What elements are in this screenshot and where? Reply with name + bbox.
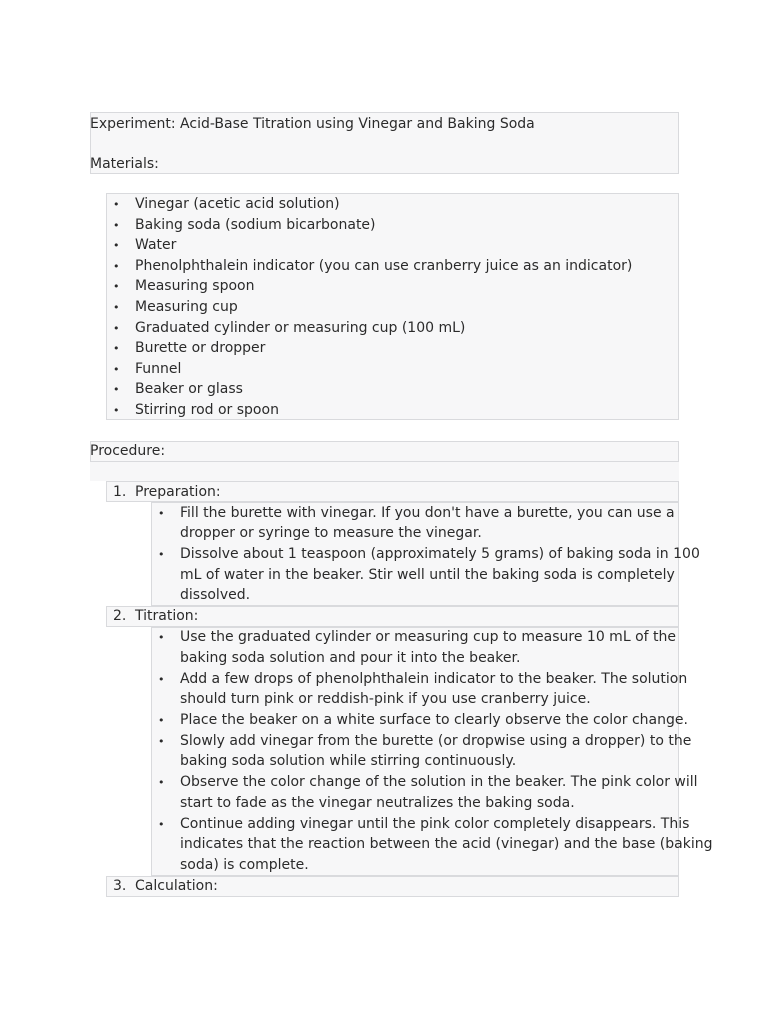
- bullet-line: Add a few drops of phenolphthalein indicator to the beaker. The solution: [180, 671, 688, 687]
- list-bullet: •: [113, 260, 120, 273]
- step-1-title: Preparation:: [135, 484, 221, 500]
- list-item: Beaker or glass: [135, 381, 243, 397]
- procedure-heading-box: [90, 441, 679, 462]
- list-item: Funnel: [135, 361, 182, 377]
- bullet-line: Dissolve about 1 teaspoon (approximately 5 grams) of baking soda in 100: [180, 546, 700, 562]
- spacer-box: [90, 462, 679, 481]
- list-item: Measuring cup: [135, 299, 238, 315]
- list-bullet: •: [113, 383, 120, 396]
- list-bullet: •: [113, 404, 120, 417]
- step-3-title: Calculation:: [135, 878, 218, 894]
- list-bullet: •: [113, 280, 120, 293]
- procedure-heading: Procedure:: [90, 443, 166, 459]
- list-item: Baking soda (sodium bicarbonate): [135, 217, 376, 233]
- list-bullet: •: [158, 507, 165, 520]
- list-item: Phenolphthalein indicator (you can use cranberry juice as an indicator): [135, 258, 633, 274]
- list-bullet: •: [113, 219, 120, 232]
- step-3-number: 3.: [113, 878, 127, 894]
- bullet-line: Slowly add vinegar from the burette (or dropwise using a dropper) to the: [180, 733, 692, 749]
- bullet-line: Use the graduated cylinder or measuring cup to measure 10 mL of the: [180, 629, 676, 645]
- experiment-title: Experiment: Acid-Base Titration using Vinegar and Baking Soda: [90, 116, 535, 132]
- list-bullet: •: [113, 301, 120, 314]
- bullet-line: indicates that the reaction between the acid (vinegar) and the base (baking: [180, 836, 713, 852]
- bullet-line: baking soda solution while stirring continuously.: [180, 753, 517, 769]
- list-bullet: •: [158, 631, 165, 644]
- list-item: Burette or dropper: [135, 340, 266, 356]
- bullet-line: start to fade as the vinegar neutralizes the baking soda.: [180, 795, 575, 811]
- bullet-line: Place the beaker on a white surface to clearly observe the color change.: [180, 712, 688, 728]
- bullet-line: Fill the burette with vinegar. If you don't have a burette, you can use a: [180, 505, 675, 521]
- bullet-line: Observe the color change of the solution in the beaker. The pink color will: [180, 774, 698, 790]
- list-item: Graduated cylinder or measuring cup (100 mL): [135, 320, 466, 336]
- list-bullet: •: [158, 818, 165, 831]
- list-item: Vinegar (acetic acid solution): [135, 196, 340, 212]
- list-bullet: •: [158, 714, 165, 727]
- materials-heading: Materials:: [90, 156, 159, 172]
- list-bullet: •: [158, 735, 165, 748]
- list-bullet: •: [113, 342, 120, 355]
- list-bullet: •: [158, 673, 165, 686]
- list-bullet: •: [113, 198, 120, 211]
- bullet-line: should turn pink or reddish-pink if you use cranberry juice.: [180, 691, 591, 707]
- bullet-line: soda) is complete.: [180, 857, 309, 873]
- step-2-number: 2.: [113, 608, 127, 624]
- list-item: Measuring spoon: [135, 278, 255, 294]
- bullet-line: baking soda solution and pour it into the beaker.: [180, 650, 521, 666]
- bullet-line: dissolved.: [180, 587, 251, 603]
- step-1-number: 1.: [113, 484, 127, 500]
- bullet-line: dropper or syringe to measure the vinegar.: [180, 525, 482, 541]
- list-bullet: •: [113, 363, 120, 376]
- list-item: Stirring rod or spoon: [135, 402, 279, 418]
- list-bullet: •: [113, 322, 120, 335]
- list-bullet: •: [158, 548, 165, 561]
- bullet-line: mL of water in the beaker. Stir well until the baking soda is completely: [180, 567, 675, 583]
- list-item: Water: [135, 237, 177, 253]
- bullet-line: Continue adding vinegar until the pink color completely disappears. This: [180, 816, 690, 832]
- list-bullet: •: [113, 239, 120, 252]
- step-2-title: Titration:: [135, 608, 199, 624]
- list-bullet: •: [158, 776, 165, 789]
